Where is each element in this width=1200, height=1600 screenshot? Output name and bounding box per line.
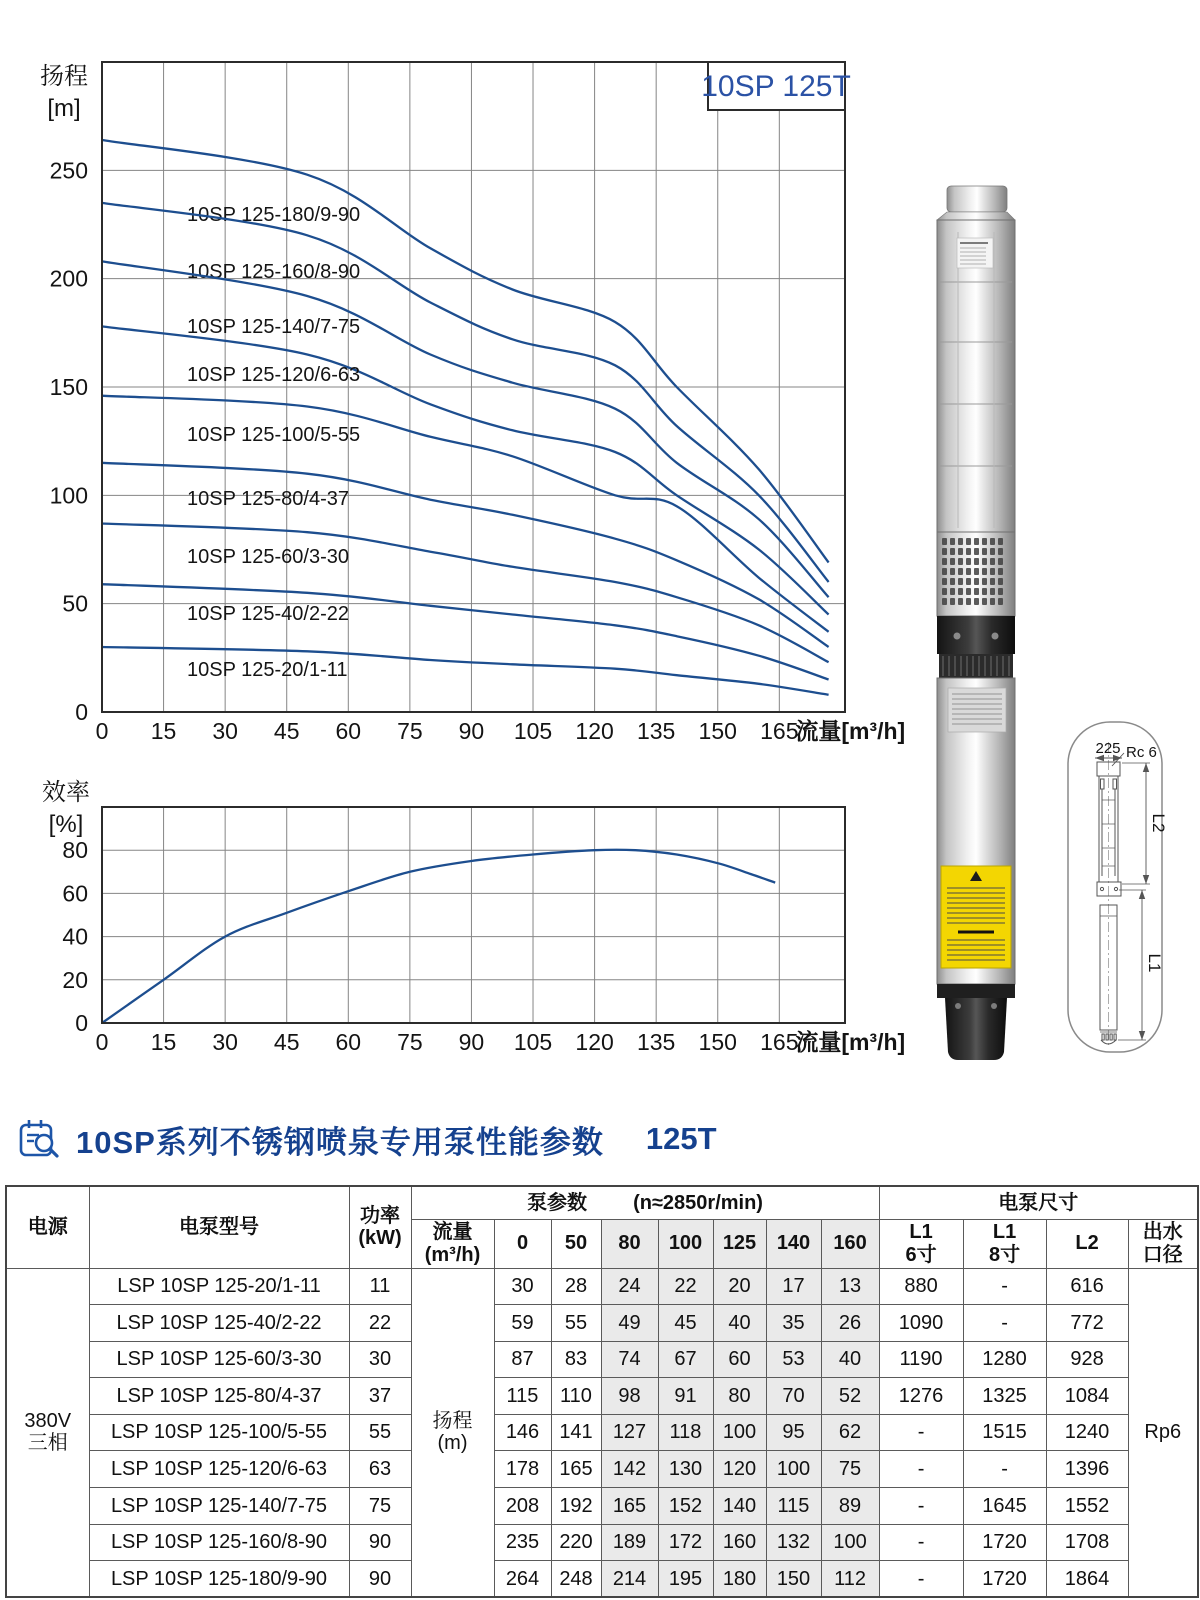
head-value-cell: 192 [551,1488,601,1525]
x-tick-label: 45 [273,718,300,744]
head-value-cell: 160 [713,1524,766,1561]
head-value-cell: 17 [766,1268,821,1305]
head-value-cell: 40 [713,1305,766,1342]
x-tick-label: 45 [273,1029,300,1055]
col-header-model: 电泵型号 [89,1186,349,1268]
dimension-drawing [1068,722,1168,1052]
section-title: 10SP系列不锈钢喷泉专用泵性能参数 [76,1124,604,1160]
table-row [6,1561,1198,1598]
head-value-cell: 118 [658,1414,713,1451]
x-tick-label: 60 [335,1029,362,1055]
col-header-flow-80: 80 [601,1219,658,1268]
x-tick-label: 30 [212,1029,238,1055]
head-value-cell: 115 [494,1378,551,1415]
l1-6inch-cell: 1276 [879,1378,963,1415]
y-tick-label: 150 [49,374,88,400]
performance-table [5,1185,1199,1598]
l2-cell: 1708 [1046,1524,1128,1561]
col-header-flow-140: 140 [766,1219,821,1268]
col-header-dims: 电泵尺寸 [879,1186,1198,1219]
model-cell: LSP 10SP 125-80/4-37 [89,1378,349,1415]
head-value-cell: 100 [766,1451,821,1488]
head-value-cell: 98 [601,1378,658,1415]
head-value-cell: 178 [494,1451,551,1488]
col-header-l2: L2 [1046,1219,1128,1268]
y-axis-title: 扬程 [40,63,88,90]
table-row [6,1341,1198,1378]
head-value-cell: 189 [601,1524,658,1561]
l1-6inch-cell: 880 [879,1268,963,1305]
speed-note: (n≈2850r/min) [633,1191,763,1214]
head-value-cell: 80 [713,1378,766,1415]
l1-6inch-cell: - [879,1451,963,1488]
head-value-cell: 24 [601,1268,658,1305]
head-value-cell: 142 [601,1451,658,1488]
x-axis-title: 流量[m³/h] [795,718,906,744]
l1-8inch-cell: 1720 [963,1561,1046,1598]
head-value-cell: 165 [601,1488,658,1525]
head-value-cell: 59 [494,1305,551,1342]
dim-l1-label: L1 [1145,953,1164,973]
head-value-cell: 28 [551,1268,601,1305]
head-value-cell: 130 [658,1451,713,1488]
head-value-cell: 60 [713,1341,766,1378]
l1-8inch-cell: 1515 [963,1414,1046,1451]
l2-cell: 616 [1046,1268,1128,1305]
y-tick-label: 250 [49,157,88,184]
head-value-cell: 146 [494,1414,551,1451]
head-value-cell: 141 [551,1414,601,1451]
x-tick-label: 90 [458,1029,485,1055]
col-header-power: 功率 (kW) [349,1186,411,1268]
x-tick-label: 120 [575,1029,614,1055]
table-row [6,1414,1198,1451]
y-tick-label: 100 [49,482,88,509]
head-value-cell: 70 [766,1378,821,1415]
head-value-cell: 89 [821,1488,879,1525]
head-value-cell: 53 [766,1341,821,1378]
model-cell: LSP 10SP 125-40/2-22 [89,1305,349,1342]
head-flow-curves [40,62,905,744]
power-cell: 55 [349,1414,411,1451]
x-tick-label: 30 [212,718,238,744]
curve-10SP 125-160/8-90 [102,203,829,582]
head-value-cell: 110 [551,1378,601,1415]
table-row [6,1524,1198,1561]
pump-photo [937,186,1015,1060]
model-cell: LSP 10SP 125-100/5-55 [89,1414,349,1451]
l1-6inch-cell: 1090 [879,1305,963,1342]
x-tick-label: 150 [698,718,737,744]
y-axis-unit: [m] [47,95,81,122]
curve-label: 10SP 125-120/6-63 [187,364,361,386]
head-value-cell: 26 [821,1305,879,1342]
model-cell: LSP 10SP 125-120/6-63 [89,1451,349,1488]
table-row [6,1268,1198,1305]
head-value-cell: 172 [658,1524,713,1561]
head-value-cell: 75 [821,1451,879,1488]
head-value-cell: 112 [821,1561,879,1598]
head-value-cell: 67 [658,1341,713,1378]
x-tick-label: 75 [397,718,423,744]
l1-6inch-cell: 1190 [879,1341,963,1378]
l1-8inch-cell: 1325 [963,1378,1046,1415]
head-value-cell: 45 [658,1305,713,1342]
power-cell: 30 [349,1341,411,1378]
head-value-cell: 91 [658,1378,713,1415]
l2-cell: 1864 [1046,1561,1128,1598]
head-value-cell: 140 [713,1488,766,1525]
x-tick-label: 75 [397,1029,423,1055]
curve-label: 10SP 125-160/8-90 [187,261,361,283]
head-value-cell: 264 [494,1561,551,1598]
model-cell: LSP 10SP 125-140/7-75 [89,1488,349,1525]
head-value-cell: 100 [821,1524,879,1561]
section-title-suffix: 125T [645,1121,717,1156]
l1-8inch-cell: - [963,1451,1046,1488]
col-header-flow-100: 100 [658,1219,713,1268]
y-tick-label: 20 [62,966,88,993]
model-cell: LSP 10SP 125-160/8-90 [89,1524,349,1561]
head-value-cell: 35 [766,1305,821,1342]
head-value-cell: 195 [658,1561,713,1598]
curve-label: 10SP 125-140/7-75 [187,316,361,338]
l1-8inch-cell: 1645 [963,1488,1046,1525]
head-value-cell: 120 [713,1451,766,1488]
col-header-pump-params: 泵参数 (n≈2850r/min) [411,1186,879,1219]
outlet-cell: Rp6 [1128,1268,1198,1597]
head-value-cell: 132 [766,1524,821,1561]
l1-6inch-cell: - [879,1414,963,1451]
power-cell: 11 [349,1268,411,1305]
head-value-cell: 40 [821,1341,879,1378]
l2-cell: 1084 [1046,1378,1128,1415]
head-value-cell: 152 [658,1488,713,1525]
x-tick-label: 135 [636,1029,676,1055]
head-value-cell: 220 [551,1524,601,1561]
col-header-power-source: 电源 [6,1186,89,1268]
power-cell: 75 [349,1488,411,1525]
l2-cell: 1552 [1046,1488,1128,1525]
l1-6inch-cell: - [879,1488,963,1525]
x-tick-label: 60 [335,718,362,744]
x-tick-label: 150 [698,1029,737,1055]
curve-label: 10SP 125-180/9-90 [187,204,361,226]
table-row [6,1488,1198,1525]
efficiency-curve [42,779,905,1055]
head-value-cell: 30 [494,1268,551,1305]
col-header-l1-6: L1 6寸 [879,1219,963,1268]
power-cell: 37 [349,1378,411,1415]
dim-thread-label: Rc 6 [1126,744,1157,761]
l2-cell: 928 [1046,1341,1128,1378]
y-tick-label: 50 [62,590,88,617]
curve-label: 10SP 125-80/4-37 [187,488,349,510]
y-axis-title: 效率 [42,779,90,806]
head-value-cell: 248 [551,1561,601,1598]
head-value-cell: 115 [766,1488,821,1525]
head-value-cell: 49 [601,1305,658,1342]
y-tick-label: 60 [62,880,88,907]
section-header [16,1116,717,1162]
col-header-flow-50: 50 [551,1219,601,1268]
x-axis-title: 流量[m³/h] [795,1029,906,1055]
x-tick-label: 165 [760,718,799,744]
power-cell: 63 [349,1451,411,1488]
l1-8inch-cell: 1280 [963,1341,1046,1378]
motor-label [948,688,1006,732]
head-value-cell: 208 [494,1488,551,1525]
curve-label: 10SP 125-20/1-11 [187,659,348,681]
model-cell: LSP 10SP 125-20/1-11 [89,1268,349,1305]
y-tick-label: 80 [62,837,88,864]
x-tick-label: 120 [575,718,614,744]
head-value-cell: 13 [821,1268,879,1305]
head-value-cell: 55 [551,1305,601,1342]
l1-8inch-cell: 1720 [963,1524,1046,1561]
chart-title: 10SP 125T [701,70,851,103]
power-cell: 90 [349,1561,411,1598]
dim-l2-label: L2 [1149,813,1168,833]
x-tick-label: 135 [636,718,676,744]
table-row [6,1451,1198,1488]
head-value-cell: 20 [713,1268,766,1305]
head-value-cell: 127 [601,1414,658,1451]
x-tick-label: 0 [95,1029,109,1055]
head-value-cell: 52 [821,1378,879,1415]
model-cell: LSP 10SP 125-60/3-30 [89,1341,349,1378]
head-value-cell: 83 [551,1341,601,1378]
power-source-cell: 380V 三相 [6,1268,89,1597]
col-header-l1-8: L1 8寸 [963,1219,1046,1268]
table-row [6,1378,1198,1415]
y-axis-unit: [%] [48,811,84,838]
x-tick-label: 105 [513,718,553,744]
col-header-flow-0: 0 [494,1219,551,1268]
l2-cell: 772 [1046,1305,1128,1342]
head-value-cell: 100 [713,1414,766,1451]
col-header-flow-160: 160 [821,1219,879,1268]
head-value-cell: 150 [766,1561,821,1598]
curve-label: 10SP 125-60/3-30 [187,546,349,568]
warning-label [941,866,1011,968]
head-value-cell: 62 [821,1414,879,1451]
table-row [6,1305,1198,1342]
head-value-cell: 165 [551,1451,601,1488]
head-value-cell: 180 [713,1561,766,1598]
col-header-flow-125: 125 [713,1219,766,1268]
x-tick-label: 0 [95,718,109,744]
power-cell: 90 [349,1524,411,1561]
l1-6inch-cell: - [879,1561,963,1598]
x-tick-label: 105 [513,1029,553,1055]
x-tick-label: 165 [760,1029,799,1055]
dim-width-label: 225 [1095,740,1121,757]
y-tick-label: 0 [75,1010,88,1036]
head-value-cell: 87 [494,1341,551,1378]
head-value-cell: 235 [494,1524,551,1561]
x-tick-label: 15 [150,1029,177,1055]
col-header-flow: 流量 (m³/h) [411,1219,494,1268]
y-tick-label: 40 [62,923,88,950]
datasheet-magnifier-icon [16,1116,62,1162]
l1-8inch-cell: - [963,1305,1046,1342]
curve-label: 10SP 125-40/2-22 [187,603,349,625]
curve-label: 10SP 125-100/5-55 [187,424,361,446]
l2-cell: 1396 [1046,1451,1128,1488]
l1-6inch-cell: - [879,1524,963,1561]
head-value-cell: 214 [601,1561,658,1598]
x-tick-label: 15 [150,718,177,744]
x-tick-label: 90 [458,718,485,744]
head-value-cell: 74 [601,1341,658,1378]
curve-10SP 125-60/3-30 [102,524,829,663]
head-value-cell: 95 [766,1414,821,1451]
head-value-cell: 22 [658,1268,713,1305]
model-cell: LSP 10SP 125-180/9-90 [89,1561,349,1598]
power-cell: 22 [349,1305,411,1342]
l1-8inch-cell: - [963,1268,1046,1305]
y-tick-label: 0 [75,699,88,725]
y-tick-label: 200 [49,265,88,292]
l2-cell: 1240 [1046,1414,1128,1451]
col-header-outlet: 出水 口径 [1128,1219,1198,1268]
head-unit-cell: 扬程 (m) [411,1268,494,1597]
